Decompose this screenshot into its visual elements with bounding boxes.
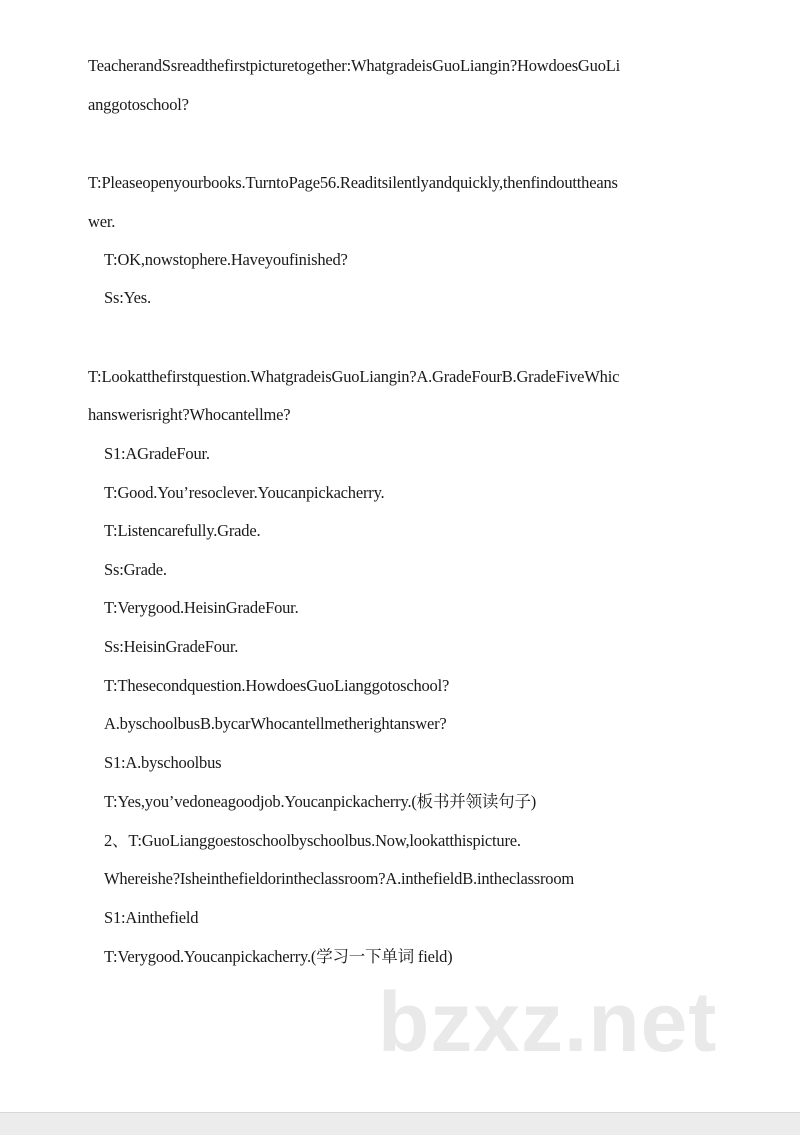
text-line: S1:AGradeFour. [104,444,210,463]
text-line: anggotoschool? [88,95,189,114]
text-line: Whereishe?Isheinthefieldorintheclassroom?A.inthefieldB.intheclassroom [104,869,575,888]
text-line: T:Yes,you’vedoneagoodjob.Youcanpickacherry.(板书并领读句子) [104,792,537,811]
text-line: TeacherandSsreadthefirstpicturetogether:WhatgradeisGuoLiangin?HowdoesGuoLi [88,56,621,75]
page-bottom-bar [0,1112,800,1135]
text-line: T:Verygood.Youcanpickacherry.(学习一下单词 field) [104,947,453,966]
text-line: wer. [88,212,116,231]
text-line: S1:Ainthefield [104,908,199,927]
text-line: T:Thesecondquestion.HowdoesGuoLianggotoschool? [104,676,450,695]
watermark: bzxz.net [378,975,718,1069]
text-line: hanswerisright?Whocantellme? [88,405,291,424]
text-line: Ss:Grade. [104,560,167,579]
text-line: T:Listencarefully.Grade. [104,521,261,540]
text-line: T:Verygood.HeisinGradeFour. [104,598,299,617]
text-line: T:OK,nowstophere.Haveyoufinished? [104,250,348,269]
text-line: 2、T:GuoLianggoestoschoolbyschoolbus.Now,lookatthispicture. [104,831,521,850]
text-line: Ss:Yes. [104,288,151,307]
text-line: A.byschoolbusB.bycarWhocantellmetherightanswer? [104,714,447,733]
text-line: T:Good.You’resoclever.Youcanpickacherry. [104,483,385,502]
text-line: T:Pleaseopenyourbooks.TurntoPage56.Readitsilentlyandquickly,thenfindouttheans [88,173,618,192]
text-line: T:Lookatthefirstquestion.WhatgradeisGuoLiangin?A.GradeFourB.GradeFiveWhic [88,367,620,386]
text-line: S1:A.byschoolbus [104,753,222,772]
text-line: Ss:HeisinGradeFour. [104,637,239,656]
